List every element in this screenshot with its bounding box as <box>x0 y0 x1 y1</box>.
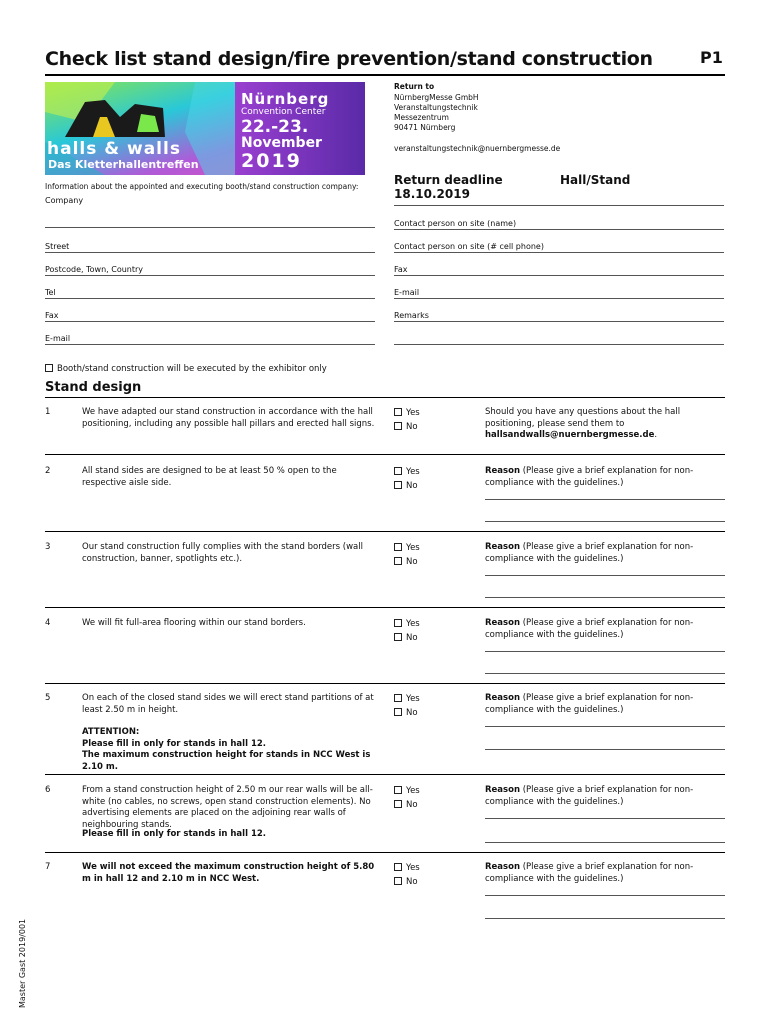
contact-name-field[interactable] <box>394 229 724 230</box>
item-text: From a stand construction height of 2.50 m our rear walls will be all-white (no cables, no screws, open stand construction elements). No advertising elements are placed on the adjoining rear walls of neighbouring stands. <box>82 785 373 830</box>
no-option[interactable] <box>394 631 418 645</box>
fax-label: Fax <box>45 311 59 320</box>
no-checkbox[interactable] <box>394 800 402 808</box>
no-checkbox[interactable] <box>394 481 402 489</box>
reason-bold: Reason <box>485 618 520 628</box>
reason-field[interactable] <box>485 521 725 522</box>
remarks-field[interactable] <box>394 321 724 322</box>
attention-heading: ATTENTION: <box>82 727 140 737</box>
street-field[interactable] <box>45 252 375 253</box>
yes-label: Yes <box>406 543 420 553</box>
reason-field[interactable] <box>485 673 725 674</box>
row-divider <box>45 852 725 853</box>
no-option[interactable] <box>394 555 418 569</box>
item-text: We will fit full-area flooring within our stand borders. <box>82 618 306 628</box>
header-rule <box>45 74 725 76</box>
contact-phone-label: Contact person on site (# cell phone) <box>394 242 544 251</box>
reason-field[interactable] <box>485 918 725 919</box>
street-label: Street <box>45 242 70 251</box>
contact-fax-field[interactable] <box>394 275 724 276</box>
reason-label <box>485 618 710 641</box>
item-number: 4 <box>45 618 51 628</box>
reason-bold: Reason <box>485 785 520 795</box>
item1-note-text: Should you have any questions about the hall positioning, please send them to <box>485 407 681 429</box>
item-text: We will not exceed the maximum construction height of 5.80 m in hall 12 and 2.10 m in NCC West. <box>82 862 375 884</box>
yes-checkbox[interactable] <box>394 694 402 702</box>
no-option[interactable] <box>394 420 418 434</box>
reason-field[interactable] <box>485 818 725 819</box>
no-label: No <box>406 800 418 810</box>
logo-brand: halls & walls <box>47 139 181 159</box>
yes-checkbox[interactable] <box>394 619 402 627</box>
section-title: Stand design <box>45 380 142 395</box>
yes-option[interactable] <box>394 465 420 479</box>
no-checkbox[interactable] <box>394 633 402 641</box>
item1-note-end: . <box>654 430 658 440</box>
reason-label <box>485 693 710 716</box>
yes-option[interactable] <box>394 692 420 706</box>
reason-rest: (Please give a brief explanation for non-compliance with the guidelines.) <box>485 785 694 807</box>
logo-dates: 22.-23. <box>241 117 309 137</box>
reason-rest: (Please give a brief explanation for non-compliance with the guidelines.) <box>485 466 694 488</box>
hall-stand-label: Hall/Stand <box>560 173 631 187</box>
no-label: No <box>406 422 418 432</box>
item-text: On each of the closed stand sides we will erect stand partitions of at least 2.50 m in height. <box>82 693 374 715</box>
section-rule <box>45 397 725 398</box>
company-label: Company <box>45 196 84 205</box>
reason-field[interactable] <box>485 597 725 598</box>
contact-fax-label: Fax <box>394 265 408 274</box>
yes-checkbox[interactable] <box>394 467 402 475</box>
return-to-line: Veranstaltungstechnik <box>394 103 478 112</box>
no-option[interactable] <box>394 875 418 889</box>
item6-note: Please fill in only for stands in hall 12. <box>82 829 266 839</box>
yes-option[interactable] <box>394 406 420 420</box>
item-text: All stand sides are designed to be at least 50 % open to the respective aisle side. <box>82 466 337 488</box>
reason-field[interactable] <box>485 842 725 843</box>
yes-label: Yes <box>406 786 420 796</box>
tel-label: Tel <box>45 288 56 297</box>
reason-bold: Reason <box>485 466 520 476</box>
contact-email-field[interactable] <box>394 298 724 299</box>
item-number: 1 <box>45 407 51 417</box>
remarks-field-2[interactable] <box>394 344 724 345</box>
exhibitor-checkbox[interactable] <box>45 364 53 372</box>
yes-label: Yes <box>406 467 420 477</box>
attention-line: Please fill in only for stands in hall 12. <box>82 738 266 749</box>
item1-note <box>485 407 725 442</box>
row-divider <box>45 774 725 775</box>
remarks-label: Remarks <box>394 311 429 320</box>
reason-bold: Reason <box>485 693 520 703</box>
fax-field[interactable] <box>45 321 375 322</box>
yes-label: Yes <box>406 619 420 629</box>
reason-label <box>485 862 710 885</box>
return-to-line: 90471 Nürnberg <box>394 123 456 132</box>
reason-bold: Reason <box>485 862 520 872</box>
no-checkbox[interactable] <box>394 557 402 565</box>
return-to-line: NürnbergMesse GmbH <box>394 93 479 102</box>
page-code: P1 <box>700 48 723 67</box>
yes-checkbox[interactable] <box>394 408 402 416</box>
email-label: E-mail <box>45 334 71 343</box>
yes-checkbox[interactable] <box>394 543 402 551</box>
no-label: No <box>406 708 418 718</box>
item-number: 7 <box>45 862 51 872</box>
reason-rest: (Please give a brief explanation for non-compliance with the guidelines.) <box>485 618 694 640</box>
item-number: 6 <box>45 785 51 795</box>
footer-code: Master Gast 2019/001 <box>18 918 27 1008</box>
row-divider <box>45 531 725 532</box>
company-field[interactable] <box>45 227 375 228</box>
no-checkbox[interactable] <box>394 877 402 885</box>
item-text: We have adapted our stand construction in accordance with the hall positioning, including any possible hall pillars and erected hall signs. <box>82 407 375 429</box>
contact-email-label: E-mail <box>394 288 420 297</box>
postcode-label: Postcode, Town, Country <box>45 265 144 274</box>
logo-venue: Convention Center <box>241 107 326 117</box>
page-title: Check list stand design/fire prevention/stand construction <box>45 48 653 70</box>
item1-note-email[interactable]: hallsandwalls@nuernbergmesse.de <box>485 430 655 440</box>
reason-field[interactable] <box>485 651 725 652</box>
logo-tagline: Das Kletterhallentreffen <box>48 158 199 171</box>
no-label: No <box>406 557 418 567</box>
item-text: Our stand construction fully complies with the stand borders (wall construction, banner, spotlights etc.). <box>82 542 363 564</box>
yes-option[interactable] <box>394 861 420 875</box>
attention-note <box>82 727 377 773</box>
reason-field[interactable] <box>485 499 725 500</box>
item-number: 5 <box>45 693 51 703</box>
yes-label: Yes <box>406 408 420 418</box>
yes-checkbox[interactable] <box>394 786 402 794</box>
no-checkbox[interactable] <box>394 422 402 430</box>
tel-field[interactable] <box>45 298 375 299</box>
yes-checkbox[interactable] <box>394 863 402 871</box>
reason-bold: Reason <box>485 542 520 552</box>
reason-label <box>485 785 710 808</box>
reason-label <box>485 466 710 489</box>
no-label: No <box>406 481 418 491</box>
reason-field[interactable] <box>485 575 725 576</box>
item-number: 3 <box>45 542 51 552</box>
contact-name-label: Contact person on site (name) <box>394 219 517 228</box>
company-intro: Information about the appointed and executing booth/stand construction company: <box>45 182 359 191</box>
row-divider <box>45 607 725 608</box>
logo-month: November <box>241 135 322 151</box>
postcode-field[interactable] <box>45 275 375 276</box>
yes-option[interactable] <box>394 541 420 555</box>
no-option[interactable] <box>394 798 418 812</box>
reason-rest: (Please give a brief explanation for non-compliance with the guidelines.) <box>485 542 694 564</box>
row-divider <box>45 454 725 455</box>
return-email[interactable]: veranstaltungstechnik@nuernbergmesse.de <box>394 144 561 153</box>
exhibitor-option[interactable] <box>45 364 327 376</box>
no-label: No <box>406 877 418 887</box>
yes-label: Yes <box>406 863 420 873</box>
yes-option[interactable] <box>394 617 420 631</box>
row-divider <box>45 683 725 684</box>
item-number: 2 <box>45 466 51 476</box>
reason-field[interactable] <box>485 726 725 727</box>
reason-rest: (Please give a brief explanation for non-compliance with the guidelines.) <box>485 693 694 715</box>
reason-rest: (Please give a brief explanation for non-compliance with the guidelines.) <box>485 862 694 884</box>
deadline-label: Return deadline <box>394 173 503 187</box>
yes-label: Yes <box>406 694 420 704</box>
reason-label <box>485 542 710 565</box>
no-option[interactable] <box>394 706 418 720</box>
attention-line: The maximum construction height for stands in NCC West is 2.10 m. <box>82 750 371 772</box>
no-checkbox[interactable] <box>394 708 402 716</box>
reason-field[interactable] <box>485 895 725 896</box>
exhibitor-option-label: Booth/stand construction will be executed by the exhibitor only <box>57 364 327 374</box>
yes-option[interactable] <box>394 784 420 798</box>
contact-phone-field[interactable] <box>394 252 724 253</box>
deadline-date: 18.10.2019 <box>394 187 470 201</box>
return-to-heading: Return to <box>394 82 435 91</box>
email-field[interactable] <box>45 344 375 345</box>
event-logo <box>45 82 365 175</box>
hall-stand-field[interactable] <box>394 205 724 206</box>
logo-year: 2019 <box>241 150 302 172</box>
no-label: No <box>406 633 418 643</box>
return-to-line: Messezentrum <box>394 113 449 122</box>
no-option[interactable] <box>394 479 418 493</box>
logo-city: Nürnberg <box>241 90 330 108</box>
reason-field[interactable] <box>485 749 725 750</box>
